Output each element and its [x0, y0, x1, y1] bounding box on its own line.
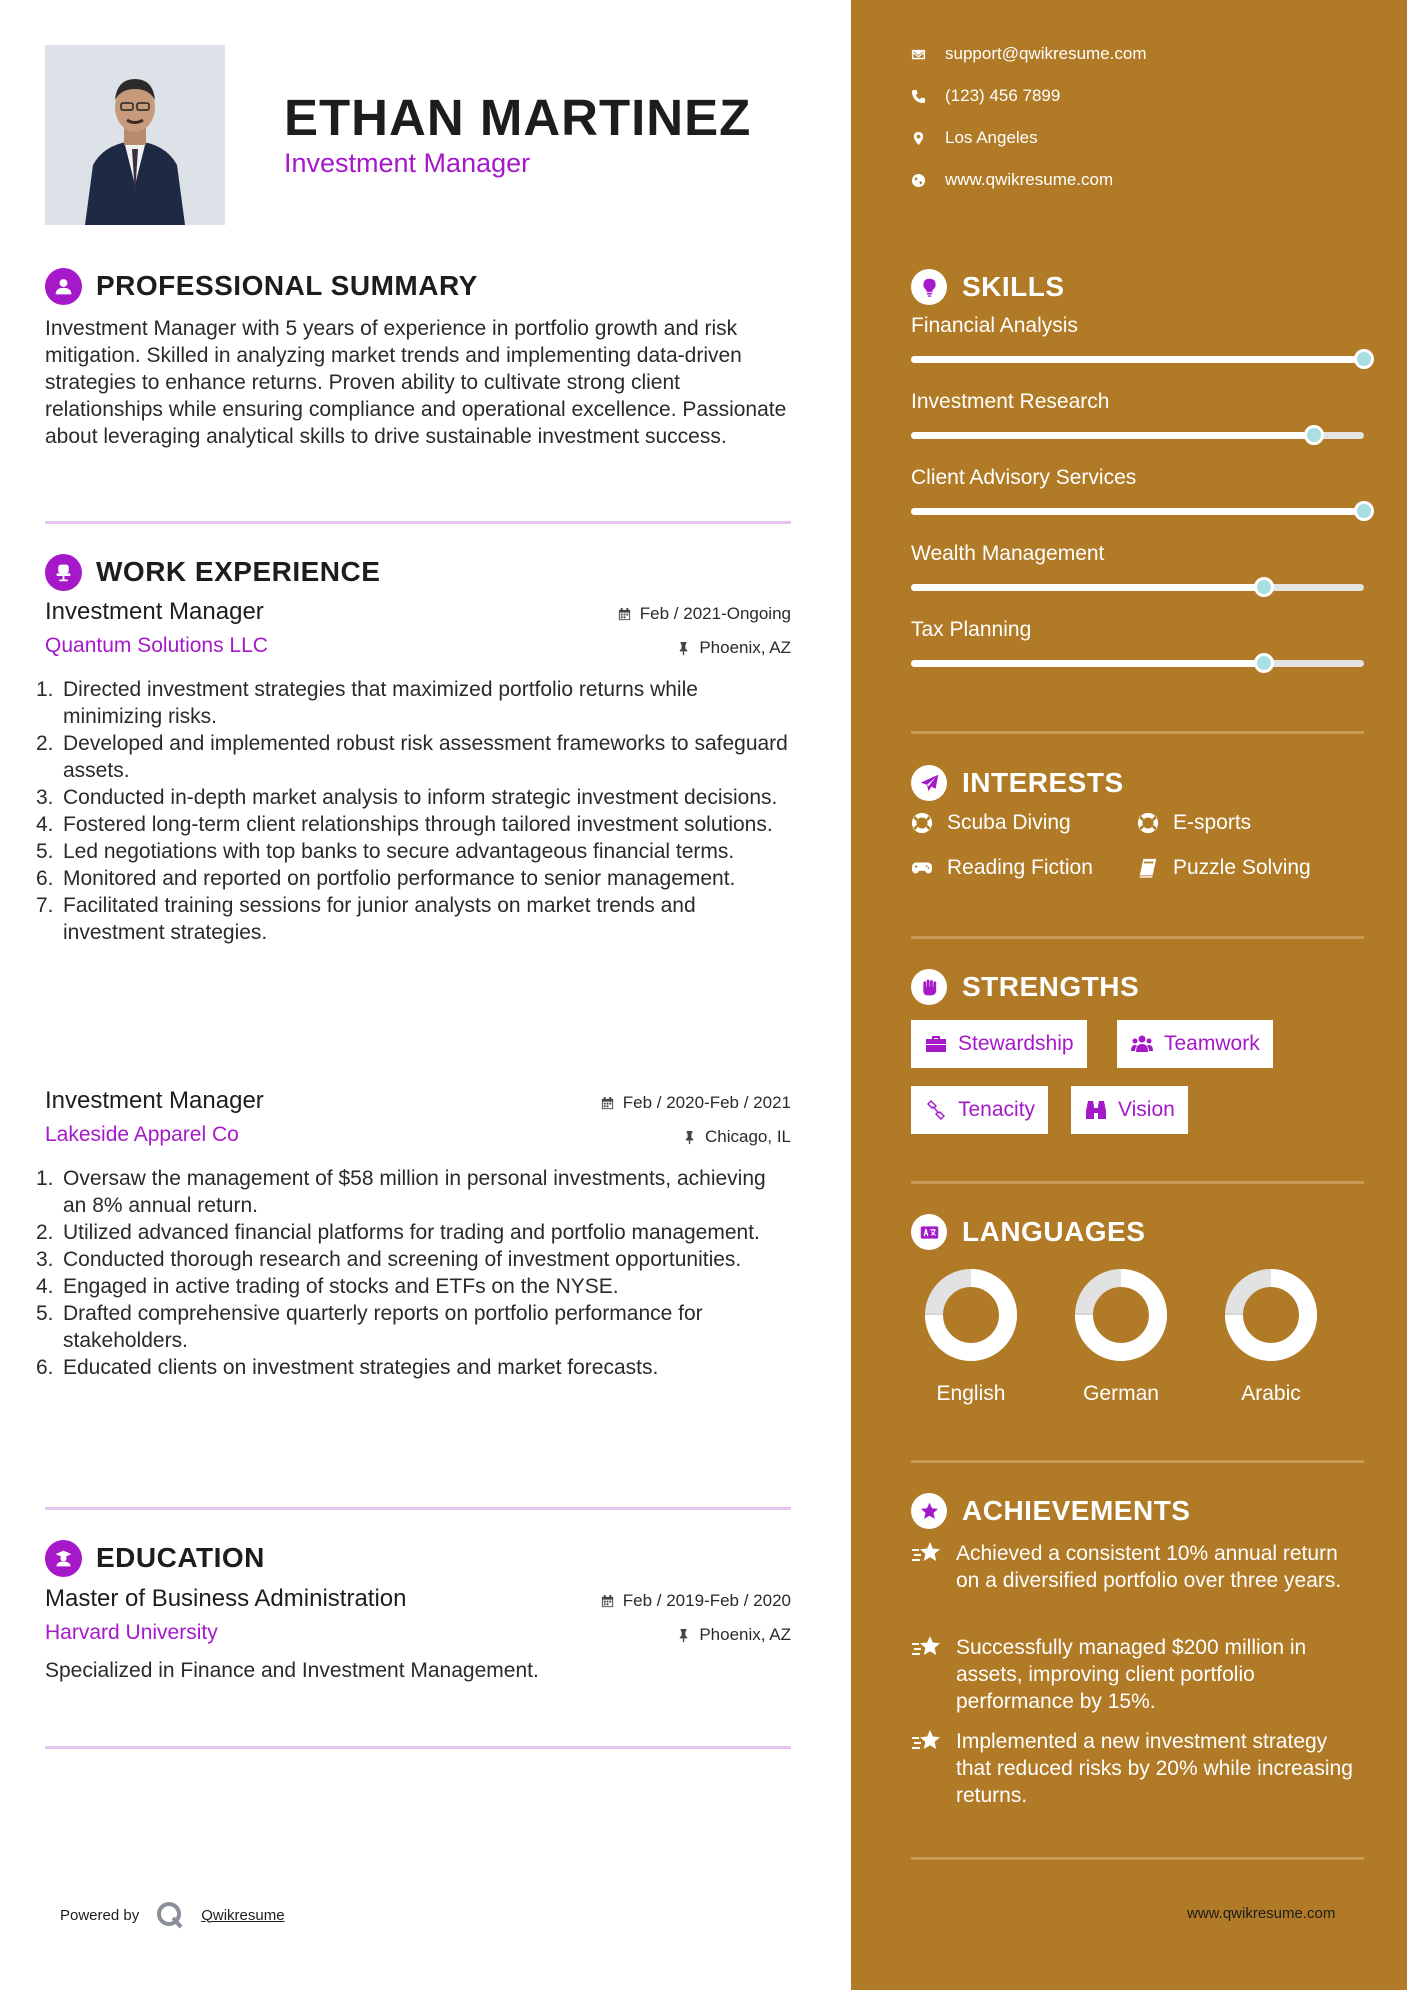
strengths-heading: [911, 967, 1139, 1007]
strength-label: Teamwork: [1164, 1032, 1260, 1055]
education-entry: [45, 1585, 791, 1683]
skill-bar-fill: [911, 584, 1264, 591]
pin-icon: [676, 641, 691, 656]
education-heading: [45, 1538, 265, 1578]
skill-bar: [911, 660, 1364, 667]
chair-icon: [45, 554, 82, 591]
interests-title: INTERESTS: [962, 767, 1124, 798]
bullet-text: Educated clients on investment strategies and market forecasts.: [63, 1356, 659, 1379]
strengths-title: STRENGTHS: [962, 971, 1140, 1002]
bullet-number: 3.: [36, 1248, 54, 1271]
job-dates-text: Feb / 2020-Feb / 2021: [622, 1093, 791, 1112]
bullet-item: [36, 1273, 791, 1300]
divider: [911, 731, 1364, 734]
language-name: English: [936, 1382, 1006, 1405]
star-icon: [911, 1493, 947, 1529]
interest-label: Scuba Diving: [947, 811, 1071, 834]
languages-title: LANGUAGES: [962, 1216, 1146, 1247]
pin-icon: [676, 1628, 691, 1643]
contact-phone: [911, 86, 1060, 106]
powered-by-label: Powered by: [60, 1906, 140, 1924]
bullet-item: [36, 1246, 791, 1273]
work-heading: [45, 552, 380, 592]
school-name: Harvard University: [45, 1621, 218, 1644]
strength-tag: [911, 1086, 1048, 1134]
shooting-star-icon: [911, 1540, 943, 1570]
skill-name: Client Advisory Services: [911, 466, 1137, 489]
bullet-number: 1.: [36, 1167, 54, 1190]
job-location-text: Phoenix, AZ: [699, 638, 791, 657]
job-entry: [36, 598, 791, 946]
interest-item: [1137, 811, 1251, 835]
contact-phone-text: (123) 456 7899: [945, 86, 1061, 105]
bullet-item: [36, 892, 791, 946]
skill-item: [911, 466, 1364, 526]
shooting-star-icon: [911, 1634, 943, 1664]
job-title: Investment Manager: [45, 1087, 264, 1114]
skill-level-knob: [1254, 653, 1274, 673]
language-level-ring: [924, 1268, 1018, 1362]
candidate-name: ETHAN MARTINEZ: [284, 89, 752, 146]
bullet-item: [36, 784, 791, 811]
qwikresume-logo-icon: [155, 1900, 185, 1930]
education-dates: [600, 1591, 791, 1611]
bullet-number: 4.: [36, 1275, 54, 1298]
education-description: Specialized in Finance and Investment Management.: [45, 1659, 539, 1682]
achievement-text: Achieved a consistent 10% annual return on a diversified portfolio over three years.: [956, 1542, 1342, 1592]
bullet-text: Facilitated training sessions for junior analysts on market trends and investment strategies.: [63, 894, 696, 944]
interest-item: [911, 856, 1093, 880]
job-dates: [617, 604, 791, 624]
bullet-text: Oversaw the management of $58 million in personal investments, achieving an 8% annual return.: [63, 1167, 766, 1217]
achievement-item: [911, 1728, 1364, 1809]
language-item: [911, 1268, 1031, 1406]
bullet-number: 4.: [36, 813, 54, 836]
summary-heading: [45, 266, 478, 306]
pin-icon: [682, 1130, 697, 1145]
divider: [45, 1746, 791, 1749]
candidate-role: Investment Manager: [284, 148, 531, 178]
fist-icon: [911, 969, 947, 1005]
contact-email-text[interactable]: support@qwikresume.com: [945, 44, 1147, 63]
achievements-title: ACHIEVEMENTS: [962, 1495, 1191, 1526]
lifebuoy-icon: [911, 812, 933, 834]
bullet-text: Drafted comprehensive quarterly reports on portfolio performance for stakeholders.: [63, 1302, 703, 1352]
skill-level-knob: [1354, 501, 1374, 521]
skill-item: [911, 390, 1364, 450]
language-name: Arabic: [1241, 1382, 1301, 1405]
interest-item: [1137, 856, 1311, 880]
skill-bar: [911, 584, 1364, 591]
link-icon: [924, 1098, 948, 1122]
globe-icon: [911, 173, 926, 188]
education-location: [676, 1625, 791, 1645]
bullet-number: 6.: [36, 1356, 54, 1379]
summary-title: PROFESSIONAL SUMMARY: [96, 270, 478, 301]
language-level-ring: [1074, 1268, 1168, 1362]
skill-name: Investment Research: [911, 390, 1110, 413]
bullet-item: [36, 730, 791, 784]
skill-bar: [911, 508, 1364, 515]
skill-level-knob: [1304, 425, 1324, 445]
achievement-item: [911, 1634, 1364, 1715]
bullet-number: 1.: [36, 678, 54, 701]
bullet-text: Developed and implemented robust risk assessment frameworks to safeguard assets.: [63, 732, 788, 782]
contact-website: [911, 170, 1113, 190]
bullet-text: Utilized advanced financial platforms for trading and portfolio management.: [63, 1221, 760, 1244]
strength-label: Tenacity: [958, 1098, 1036, 1121]
bullet-number: 6.: [36, 867, 54, 890]
skills-heading: [911, 267, 1065, 307]
bullet-number: 2.: [36, 1221, 54, 1244]
skill-name: Tax Planning: [911, 618, 1032, 641]
job-bullets: [36, 676, 791, 946]
lifebuoy-icon: [1137, 812, 1159, 834]
job-company: Quantum Solutions LLC: [45, 634, 268, 657]
bullet-number: 5.: [36, 1302, 54, 1325]
envelope-icon: [911, 47, 926, 62]
education-location-text: Phoenix, AZ: [699, 1625, 791, 1644]
contact-email: [911, 44, 1147, 64]
job-dates: [600, 1093, 791, 1113]
bullet-item: [36, 1300, 791, 1354]
calendar-icon: [600, 1096, 615, 1111]
job-location-text: Chicago, IL: [705, 1127, 791, 1146]
skill-level-knob: [1254, 577, 1274, 597]
language-name: German: [1083, 1382, 1159, 1405]
bullet-number: 2.: [36, 732, 54, 755]
paper-plane-icon: [911, 765, 947, 801]
bullet-number: 7.: [36, 894, 54, 917]
bullet-item: [36, 1354, 791, 1381]
job-location: [682, 1127, 791, 1147]
strength-tag: [911, 1020, 1087, 1068]
divider: [911, 1460, 1364, 1463]
skill-name: Financial Analysis: [911, 314, 1078, 337]
interest-label: Reading Fiction: [947, 856, 1093, 879]
bullet-item: [36, 811, 791, 838]
education-dates-text: Feb / 2019-Feb / 2020: [622, 1591, 791, 1610]
bullet-text: Engaged in active trading of stocks and ETFs on the NYSE.: [63, 1275, 619, 1298]
skill-name: Wealth Management: [911, 542, 1105, 565]
achievements-heading: [911, 1491, 1190, 1531]
job-entry: [36, 1087, 791, 1381]
job-title: Investment Manager: [45, 598, 264, 625]
summary-text: Investment Manager with 5 years of experience in portfolio growth and risk mitigation. Skilled in analyzing market trends and implementing data-driven strategies to enhance returns. Proven ability to cultivate strong client relationships while ensuring compliance and operational excellence. Passionate about leveraging analytical skills to drive sustainable investment success.: [45, 317, 787, 448]
phone-icon: [911, 89, 926, 104]
skill-bar-fill: [911, 432, 1314, 439]
powered-by: [60, 1900, 285, 1930]
strength-tag: [1071, 1086, 1188, 1134]
bullet-item: [36, 1165, 791, 1219]
users-icon: [1130, 1032, 1154, 1056]
graduate-icon: [45, 1540, 82, 1577]
translate-icon: [911, 1214, 947, 1250]
sidebar: [851, 0, 1407, 1990]
strength-label: Vision: [1118, 1098, 1175, 1121]
divider: [911, 1181, 1364, 1184]
languages-heading: [911, 1212, 1145, 1252]
job-location: [676, 638, 791, 658]
interests-heading: [911, 763, 1124, 803]
bullet-item: [36, 865, 791, 892]
divider: [45, 1507, 791, 1510]
strength-tag: [1117, 1020, 1273, 1068]
bullet-number: 5.: [36, 840, 54, 863]
bullet-number: 3.: [36, 786, 54, 809]
interest-label: E-sports: [1173, 811, 1252, 834]
contact-location-text: Los Angeles: [945, 128, 1038, 147]
skill-bar-fill: [911, 508, 1364, 515]
skill-bar-fill: [911, 660, 1264, 667]
skill-item: [911, 314, 1364, 374]
skill-bar-fill: [911, 356, 1364, 363]
user-icon: [45, 268, 82, 305]
bullet-item: [36, 676, 791, 730]
map-marker-icon: [911, 131, 926, 146]
job-bullets: [36, 1165, 791, 1381]
strength-label: Stewardship: [958, 1032, 1074, 1055]
bullet-text: Monitored and reported on portfolio performance to senior management.: [63, 867, 736, 890]
skill-bar: [911, 356, 1364, 363]
calendar-icon: [617, 607, 632, 622]
achievement-text: Successfully managed $200 million in assets, improving client portfolio performance by 15%.: [956, 1636, 1307, 1713]
bullet-item: [36, 1219, 791, 1246]
book-icon: [1137, 857, 1159, 879]
bullet-text: Conducted thorough research and screening of investment opportunities.: [63, 1248, 742, 1271]
interest-label: Puzzle Solving: [1173, 856, 1311, 879]
skill-item: [911, 542, 1364, 602]
divider: [911, 936, 1364, 939]
contact-website-text[interactable]: www.qwikresume.com: [945, 170, 1114, 189]
achievement-text: Implemented a new investment strategy that reduced risks by 20% while increasing returns.: [956, 1730, 1353, 1807]
language-item: [1211, 1268, 1331, 1406]
achievement-item: [911, 1540, 1364, 1594]
job-company: Lakeside Apparel Co: [45, 1123, 239, 1146]
profile-photo: [45, 45, 225, 225]
footer-site[interactable]: www.qwikresume.com: [1187, 1905, 1336, 1922]
skill-bar: [911, 432, 1364, 439]
language-level-ring: [1224, 1268, 1318, 1362]
bullet-item: [36, 838, 791, 865]
bullet-text: Fostered long-term client relationships through tailored investment solutions.: [63, 813, 773, 836]
interest-item: [911, 811, 1071, 835]
skill-level-knob: [1354, 349, 1374, 369]
bullet-text: Directed investment strategies that maximized portfolio returns while minimizing risks.: [63, 678, 698, 728]
language-item: [1061, 1268, 1181, 1406]
divider: [911, 1857, 1364, 1860]
skill-item: [911, 618, 1364, 678]
divider: [45, 521, 791, 524]
work-title: WORK EXPERIENCE: [96, 556, 381, 587]
briefcase-icon: [924, 1032, 948, 1056]
binoculars-icon: [1084, 1098, 1108, 1122]
degree-title: Master of Business Administration: [45, 1585, 407, 1612]
qwikresume-link[interactable]: Qwikresume: [201, 1906, 285, 1924]
shooting-star-icon: [911, 1728, 943, 1758]
skills-title: SKILLS: [962, 271, 1065, 302]
education-title: EDUCATION: [96, 1542, 265, 1573]
calendar-icon: [600, 1594, 615, 1609]
bullet-text: Conducted in-depth market analysis to inform strategic investment decisions.: [63, 786, 778, 809]
gamepad-icon: [911, 857, 933, 879]
lightbulb-icon: [911, 269, 947, 305]
job-dates-text: Feb / 2021-Ongoing: [639, 604, 791, 623]
bullet-text: Led negotiations with top banks to secure advantageous financial terms.: [63, 840, 735, 863]
contact-location: [911, 128, 1038, 148]
